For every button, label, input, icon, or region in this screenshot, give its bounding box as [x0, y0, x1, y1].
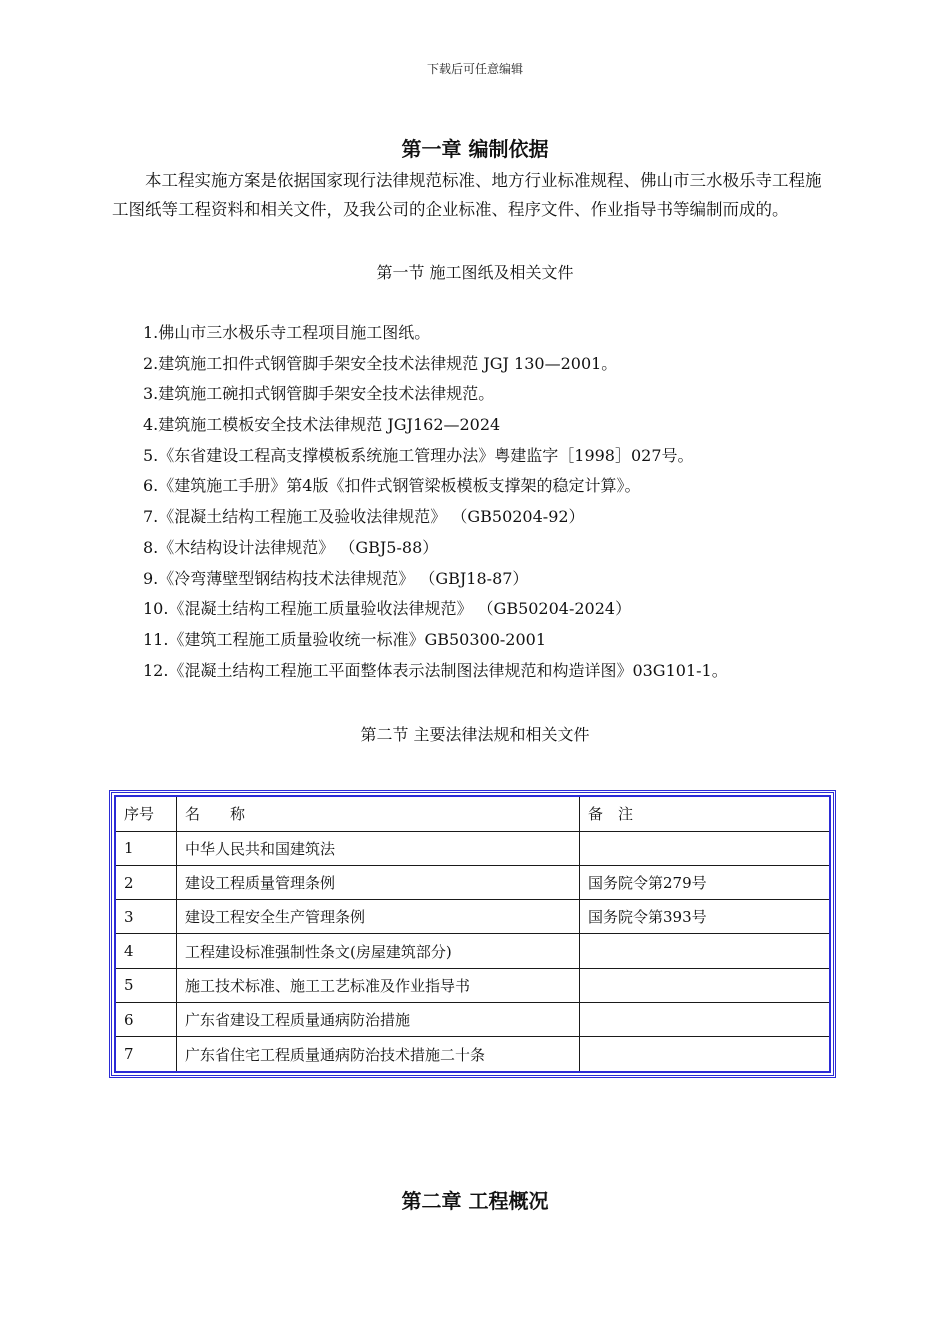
table-header-row — [115, 796, 830, 831]
reference-list — [143, 318, 728, 686]
row-name: 建设工程安全生产管理条例 — [177, 900, 580, 934]
row-number: 6 — [115, 1003, 177, 1037]
row-name: 广东省住宅工程质量通病防治技术措施二十条 — [177, 1037, 580, 1072]
reference-item: 5.《东省建设工程高支撑模板系统施工管理办法》粤建监字［1998］027号。 — [143, 445, 694, 465]
reference-item: 4.建筑施工模板安全技术法律规范 JGJ162—2024 — [143, 415, 501, 435]
table-row — [115, 900, 830, 934]
row-remarks — [580, 968, 831, 1002]
header-cell-name: 名 称 — [177, 796, 580, 831]
row-remarks — [580, 831, 831, 865]
row-number: 5 — [115, 968, 177, 1002]
table-row — [115, 865, 830, 899]
reference-item: 3.建筑施工碗扣式钢管脚手架安全技术法律规范。 — [143, 384, 495, 404]
table-row — [115, 1037, 830, 1072]
reference-item: 8.《木结构设计法律规范》 （GBJ5-88） — [143, 537, 439, 557]
reference-item: 7.《混凝土结构工程施工及验收法律规范》 （GB50204-92） — [143, 507, 585, 527]
row-remarks: 国务院令第393号 — [580, 900, 831, 934]
header-cell-number: 序号 — [115, 796, 177, 831]
row-name: 中华人民共和国建筑法 — [177, 831, 580, 865]
table-row — [115, 1003, 830, 1037]
row-number: 2 — [115, 865, 177, 899]
row-number: 4 — [115, 934, 177, 968]
row-name: 施工技术标准、施工工艺标准及作业指导书 — [177, 968, 580, 1002]
row-name: 广东省建设工程质量通病防治措施 — [177, 1003, 580, 1037]
table-row — [115, 934, 830, 968]
row-number: 3 — [115, 900, 177, 934]
row-name: 建设工程质量管理条例 — [177, 865, 580, 899]
section-1-title: 第一节 施工图纸及相关文件 — [376, 263, 574, 282]
reference-item: 10.《混凝土结构工程施工质量验收法律规范》 （GB50204-2024） — [143, 599, 632, 619]
row-remarks — [580, 934, 831, 968]
table-row — [115, 968, 830, 1002]
reference-item: 1.佛山市三水极乐寺工程项目施工图纸。 — [143, 323, 431, 342]
reference-item: 2.建筑施工扣件式钢管脚手架安全技术法律规范 JGJ 130—2001。 — [143, 353, 618, 373]
row-remarks — [580, 1003, 831, 1037]
chapter-1-intro: 本工程实施方案是依据国家现行法律规范标准、地方行业标准规程、佛山市三水极乐寺工程施工图纸等工程资料和相关文件，及我公司的企业标准、程序文件、作业指导书等编制而成的。 — [112, 171, 822, 219]
reference-item: 12.《混凝土结构工程施工平面整体表示法制图法律规范和构造详图》03G101-1。 — [143, 660, 728, 680]
row-remarks: 国务院令第279号 — [580, 865, 831, 899]
laws-table-frame — [109, 790, 836, 1078]
laws-table — [114, 795, 831, 1073]
reference-item: 6.《建筑施工手册》第4版《扣件式钢管梁板模板支撑架的稳定计算》。 — [143, 476, 641, 496]
chapter-1-title: 第一章 编制依据 — [401, 137, 549, 161]
section-2-title: 第二节 主要法律法规和相关文件 — [360, 725, 590, 744]
row-number: 1 — [115, 831, 177, 865]
row-remarks — [580, 1037, 831, 1072]
page-header-note: 下载后可任意编辑 — [426, 62, 523, 76]
row-name: 工程建设标准强制性条文(房屋建筑部分) — [177, 934, 580, 968]
row-number: 7 — [115, 1037, 177, 1072]
chapter-2-title: 第二章 工程概况 — [401, 1189, 549, 1213]
reference-item: 11.《建筑工程施工质量验收统一标准》GB50300-2001 — [143, 629, 547, 649]
reference-item: 9.《冷弯薄壁型钢结构技术法律规范》 （GBJ18-87） — [143, 568, 529, 588]
header-cell-remarks: 备 注 — [580, 796, 831, 831]
table-row — [115, 831, 830, 865]
